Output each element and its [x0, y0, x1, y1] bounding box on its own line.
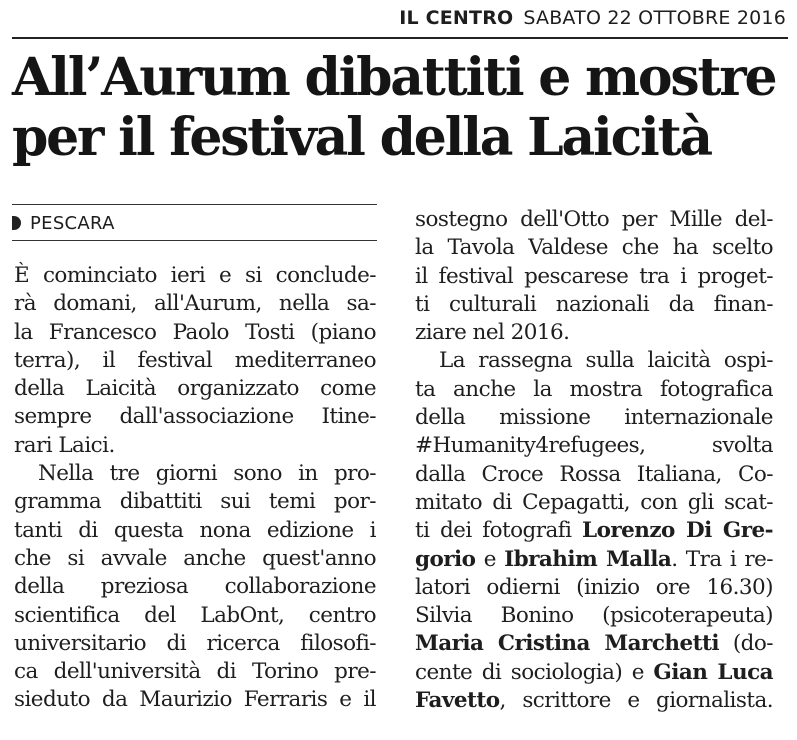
- text-line: [415, 546, 773, 574]
- photographer-name: Ibrahim Malla: [504, 546, 672, 572]
- photographer-name: gorio: [415, 546, 476, 572]
- text-line: ti culturali nazionali da finan-: [415, 291, 773, 317]
- text-line: scientifica del LabOnt, centro: [14, 602, 376, 628]
- kicker-location: PESCARA: [30, 212, 115, 234]
- article-column-2: [415, 206, 773, 715]
- publication-date: SABATO 22 OTTOBRE 2016: [523, 7, 786, 29]
- text-line: ca dell'università di Torino pre-: [14, 659, 376, 685]
- text-line: la Francesco Paolo Tosti (piano: [14, 319, 376, 345]
- text-line: sieduto da Maurizio Ferraris e il: [14, 687, 376, 713]
- text-run: e: [475, 546, 505, 572]
- text-line: gramma dibattiti sui temi por-: [14, 489, 376, 515]
- masthead: [0, 2, 786, 34]
- text-run: , scrittore e giornalista.: [499, 688, 773, 714]
- text-run: . Tra i re-: [671, 546, 773, 572]
- kicker-marker-icon: [12, 216, 21, 230]
- kicker-rule-bottom: [12, 240, 377, 241]
- text-line: universitario di ricerca filosofi-: [14, 630, 376, 656]
- masthead-rule: [12, 37, 788, 39]
- text-line: sostegno dell'Otto per Mille del-: [415, 207, 773, 232]
- text-line: della missione internazionale: [415, 405, 773, 431]
- text-line: [415, 517, 773, 545]
- text-run: (do-: [718, 631, 773, 657]
- headline: [12, 48, 788, 168]
- text-line: Nella tre giorni sono in pro-: [38, 461, 376, 487]
- text-line: [415, 687, 773, 715]
- article-column-1: [14, 262, 376, 715]
- text-line: [415, 659, 773, 687]
- text-line: È cominciato ieri e si conclude-: [14, 263, 376, 288]
- text-line: ta anche la mostra fotografica: [415, 376, 773, 402]
- text-line: sempre dall'associazione Itine-: [14, 404, 376, 430]
- speaker-name: Maria Cristina Marchetti: [415, 631, 719, 657]
- text-line: dalla Croce Rossa Italiana, Co-: [415, 461, 773, 487]
- text-line: latori odierni (inizio ore 16.30): [415, 574, 773, 600]
- text-line: tanti di questa nona edizione i: [14, 517, 376, 543]
- text-line: [415, 630, 773, 658]
- text-run: ti dei fotografi: [415, 518, 582, 544]
- headline-line-1: All’Aurum dibattiti e mostre: [12, 47, 776, 108]
- text-line: che si avvale anche quest'anno: [14, 545, 376, 571]
- text-line: Silvia Bonino (psicoterapeuta): [415, 603, 773, 629]
- text-run: cente di sociologia) e: [415, 659, 654, 685]
- kicker-rule-top: [12, 204, 377, 205]
- text-line: mitato di Cepagatti, con gli scat-: [415, 489, 773, 515]
- photographer-name: Lorenzo Di Gre-: [582, 518, 773, 544]
- text-line: terra), il festival mediterraneo: [14, 347, 376, 373]
- text-line: la Tavola Valdese che ha scelto: [415, 235, 773, 261]
- text-line: della preziosa collaborazione: [14, 574, 376, 600]
- kicker: [12, 210, 115, 236]
- text-line: ziare nel 2016.: [415, 320, 570, 346]
- text-line: La rassegna sulla laicità ospi-: [439, 348, 773, 374]
- text-line: rari Laici.: [14, 432, 115, 458]
- newspaper-name: IL CENTRO: [399, 7, 514, 29]
- speaker-name: Favetto: [415, 688, 500, 714]
- text-line: #Humanity4refugees, svolta: [415, 433, 773, 459]
- headline-line-2: per il festival della Laicità: [12, 107, 711, 168]
- text-line: della Laicità organizzato come: [14, 376, 376, 402]
- text-line: rà domani, all'Aurum, nella sa-: [14, 291, 376, 317]
- text-line: il festival pescarese tra i proget-: [415, 263, 773, 289]
- speaker-name: Gian Luca: [653, 659, 774, 685]
